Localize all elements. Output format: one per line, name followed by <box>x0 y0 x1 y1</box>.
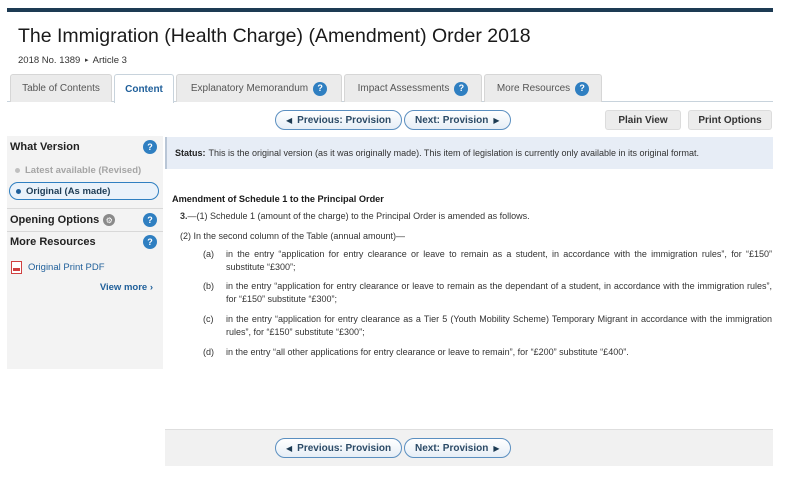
version-original-as-made[interactable] <box>9 182 159 200</box>
tab-table-of-contents[interactable] <box>10 74 112 102</box>
opening-options-heading: Opening Options <box>10 214 100 226</box>
next-provision-button-bottom[interactable] <box>404 438 511 458</box>
what-version-heading: What Version <box>10 141 80 153</box>
status-label: Status: <box>175 148 206 158</box>
tab-explanatory-memorandum[interactable] <box>176 74 342 102</box>
list-item-text: in the entry “application for entry clearance as a Tier 5 (Youth Mobility Scheme) Temporary Migrant in accordance with the immigration rules”, for “£150” substitute “£300”; <box>226 314 772 338</box>
list-item-number: (c) <box>203 314 214 324</box>
status-text: This is the original version (as it was originally made). This item of legislation is currently only available in its original format. <box>208 148 700 158</box>
version-latest-available <box>10 161 158 179</box>
view-more-link[interactable] <box>100 282 153 293</box>
opening-options-help-icon[interactable]: ? <box>143 213 157 227</box>
print-options-button[interactable]: Print Options <box>688 110 772 130</box>
pdf-icon <box>11 261 22 274</box>
radio-dot-icon <box>15 168 20 173</box>
original-print-pdf-label: Original Print PDF <box>28 262 105 273</box>
view-more-label: View more <box>99 282 148 293</box>
radio-dot-icon <box>16 189 21 194</box>
list-item-number: (d) <box>203 347 214 357</box>
breadcrumb-separator-icon: ▸ <box>84 57 89 64</box>
section-heading: Amendment of Schedule 1 to the Principal Order <box>172 194 384 204</box>
tab-impact-assessments[interactable] <box>344 74 482 102</box>
previous-provision-label: Previous: Provision <box>297 442 392 454</box>
plain-view-button[interactable]: Plain View <box>605 110 681 130</box>
paragraph-number: 3. <box>180 211 188 221</box>
next-provision-label: Next: Provision <box>415 442 489 454</box>
next-arrow-icon: ▶ <box>493 443 500 453</box>
next-arrow-icon: ▶ <box>493 115 500 125</box>
next-provision-button[interactable] <box>404 110 511 130</box>
previous-provision-button-bottom[interactable] <box>275 438 402 458</box>
next-provision-label: Next: Provision <box>415 114 489 126</box>
version-original-label: Original (As made) <box>26 185 111 197</box>
list-item-number: (b) <box>203 281 214 291</box>
sidebar <box>7 136 163 369</box>
tab-more-resources[interactable] <box>484 74 602 102</box>
previous-provision-button[interactable] <box>275 110 402 130</box>
list-item-text: in the entry “all other applications for entry clearance or leave to remain”, for “£200” substitute “£400”. <box>226 347 629 357</box>
gear-icon: ⚙ <box>103 214 115 226</box>
sidebar-divider <box>7 208 163 209</box>
sidebar-divider <box>7 231 163 232</box>
help-icon[interactable]: ? <box>454 82 468 96</box>
opening-options-toggle[interactable] <box>10 214 115 226</box>
what-version-help-icon[interactable]: ? <box>143 140 157 154</box>
original-print-pdf-link[interactable] <box>11 261 105 274</box>
list-item-text: in the entry “application for entry clearance or leave to remain as the dependant of a student, in accordance with the immigration rules”, for “£150” substitute “£300”; <box>226 281 772 305</box>
tab-content[interactable] <box>114 74 174 103</box>
previous-arrow-icon: ◀ <box>286 115 293 125</box>
breadcrumb <box>18 55 127 66</box>
tab-label: Content <box>125 83 163 95</box>
breadcrumb-article: Article 3 <box>92 55 127 66</box>
version-latest-label: Latest available (Revised) <box>25 164 142 176</box>
top-rule <box>7 8 773 12</box>
status-banner <box>165 137 773 169</box>
more-resources-heading: More Resources <box>10 236 96 248</box>
paragraph-text: —(1) Schedule 1 (amount of the charge) to the Principal Order is amended as follows. <box>187 211 530 221</box>
tab-label: Table of Contents <box>22 83 100 94</box>
page-title: The Immigration (Health Charge) (Amendment) Order 2018 <box>18 25 531 47</box>
tab-label: Impact Assessments <box>357 83 450 94</box>
chevron-right-icon: › <box>149 282 153 293</box>
list-item-text: in the entry “application for entry clearance or leave to remain as a student, in accordance with the immigration rules”, for “£150” substitute “£300”; <box>226 249 772 273</box>
tab-label: Explanatory Memorandum <box>190 83 309 94</box>
list-item-number: (a) <box>203 249 214 259</box>
previous-provision-label: Previous: Provision <box>297 114 392 126</box>
help-icon[interactable]: ? <box>313 82 327 96</box>
previous-arrow-icon: ◀ <box>286 443 293 453</box>
bottom-navigation-bar <box>165 429 773 466</box>
breadcrumb-number[interactable]: 2018 No. 1389 <box>18 55 81 66</box>
help-icon[interactable]: ? <box>575 82 589 96</box>
tab-bar <box>7 74 773 102</box>
paragraph-3-2: (2) In the second column of the Table (annual amount)— <box>180 231 405 241</box>
paragraph-3-1 <box>180 210 530 223</box>
tab-label: More Resources <box>496 83 571 94</box>
top-navigation-bar <box>165 107 773 133</box>
more-resources-help-icon[interactable]: ? <box>143 235 157 249</box>
